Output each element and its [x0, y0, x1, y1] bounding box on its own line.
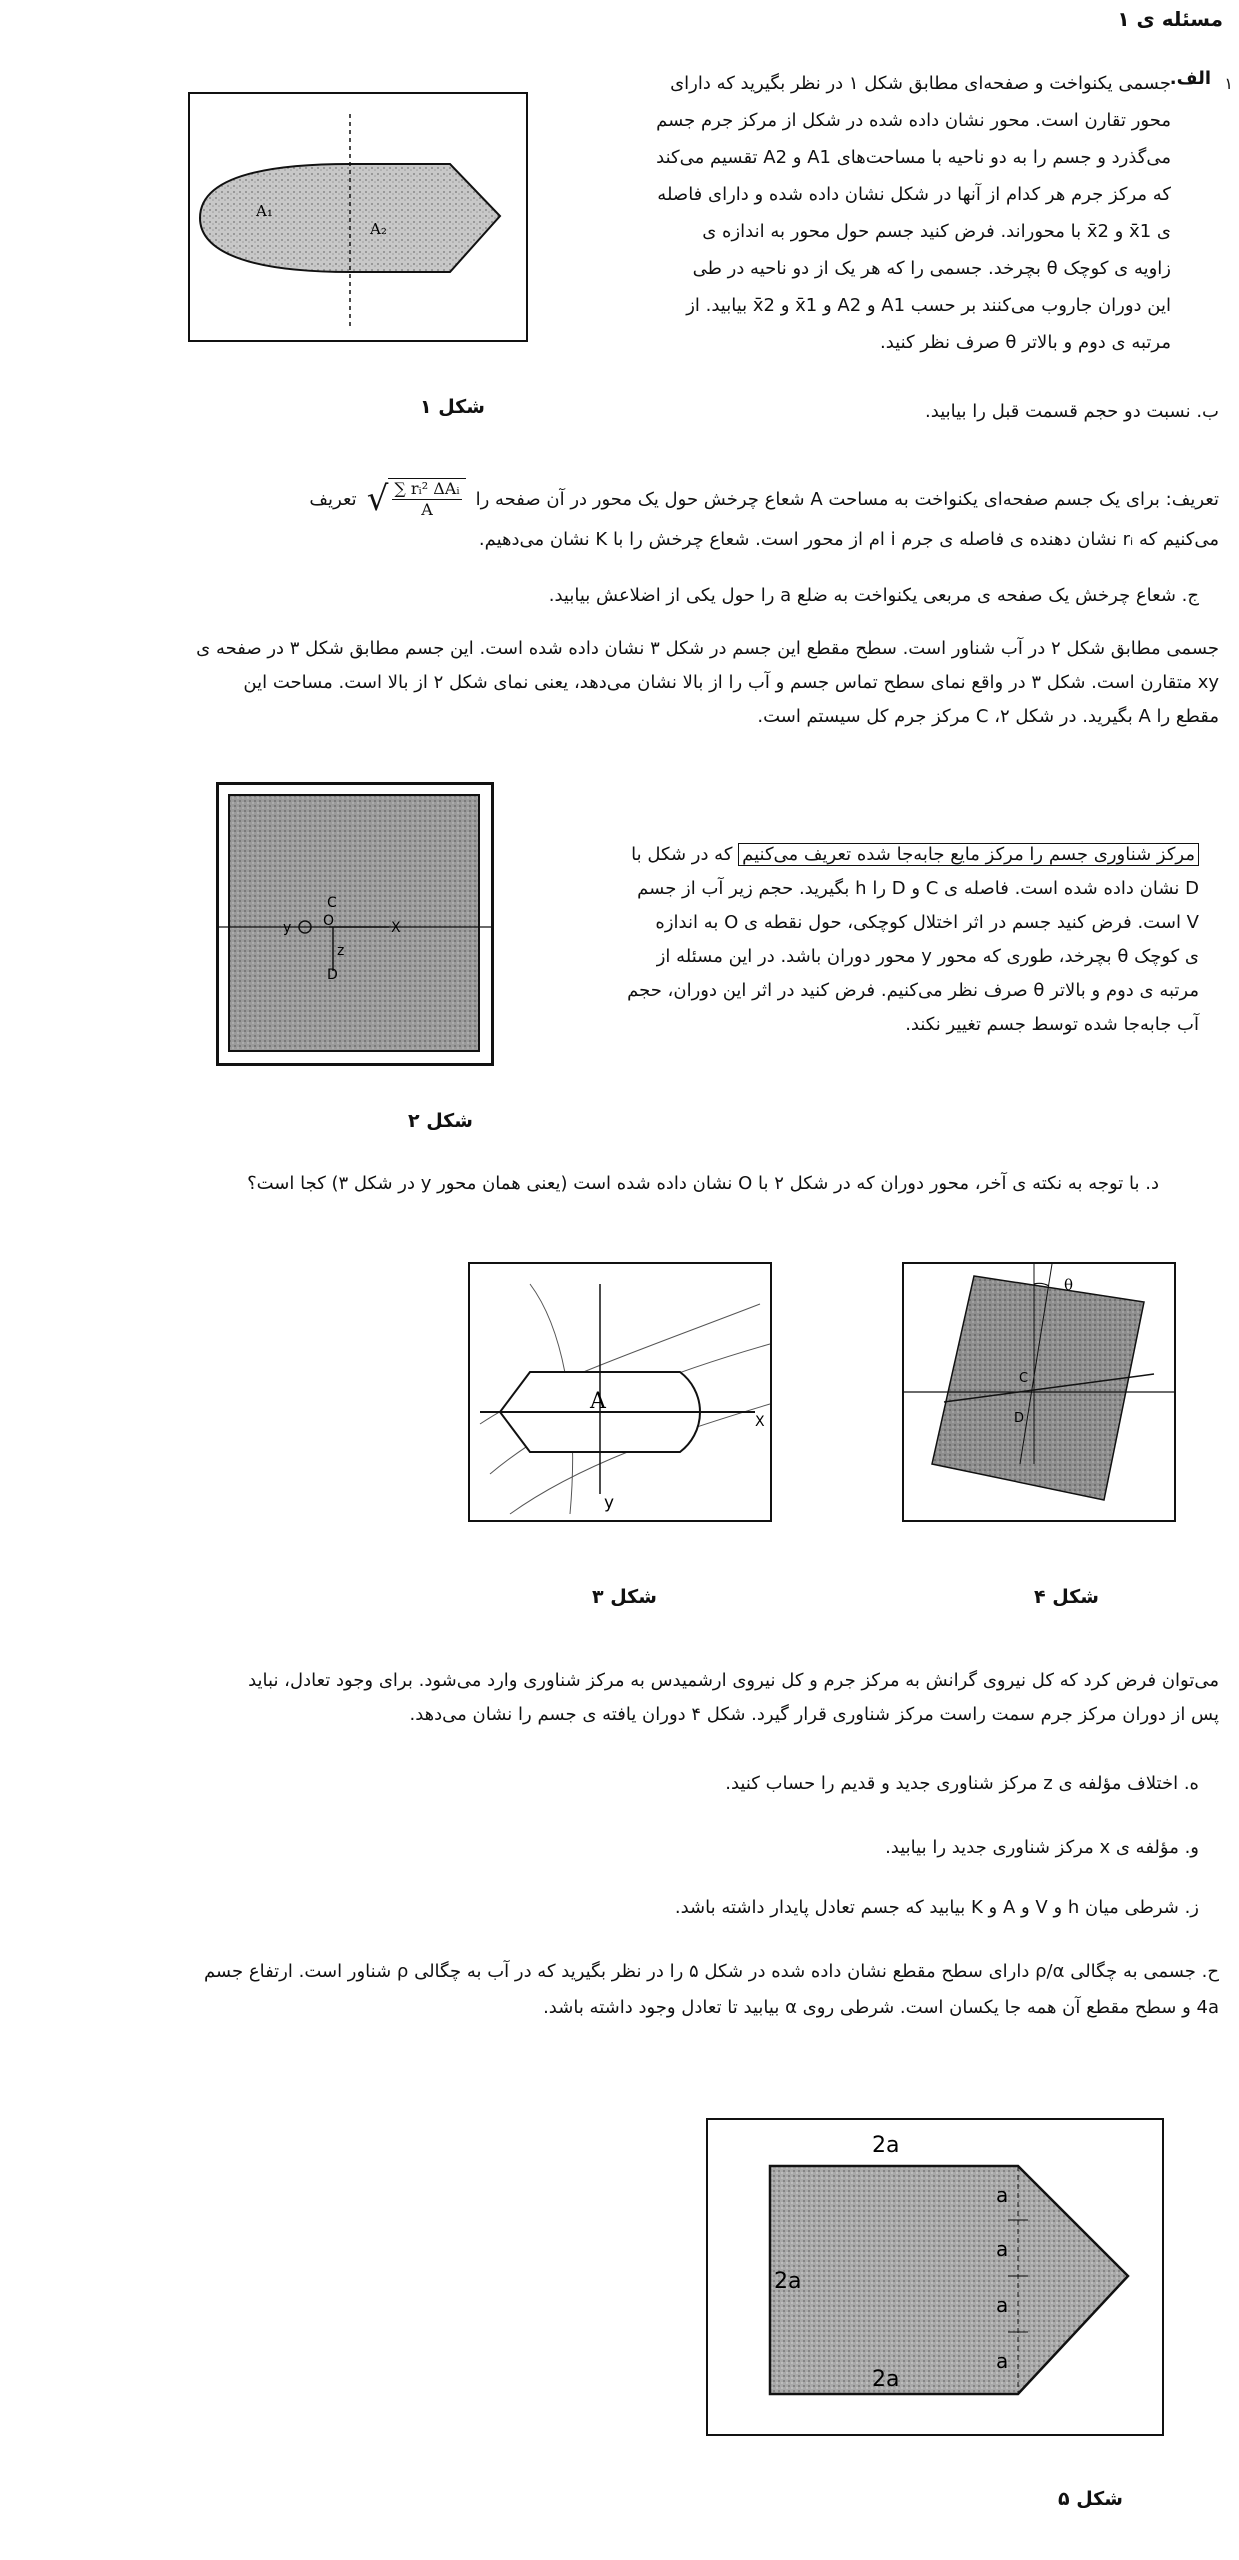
text-line: جسمی یکنواخت و صفحه‌ای مطابق شکل ۱ در نظر بگیرید که دارای	[670, 73, 1171, 94]
text-line: محور تقارن است. محور نشان داده شده در شکل از مرکز جرم جسم	[656, 110, 1171, 131]
part-c: ج. شعاع چرخش یک صفحه ی مربعی یکنواخت به ضلع a را حول یکی از اضلاعش بیابید.	[548, 585, 1199, 606]
figure-3-drawing	[470, 1264, 770, 1520]
label-a: a	[996, 2237, 1009, 2261]
text-line	[549, 838, 1199, 872]
label-d: D	[327, 967, 338, 983]
definition-line-2: می‌کنیم که rᵢ نشان دهنده ی فاصله ی جرم i ام از محور است. شعاع چرخش را با K نشان می‌دهیم.	[478, 529, 1219, 550]
part-f: و. مؤلفه ی x مرکز شناوری جدید را بیابید.	[885, 1837, 1199, 1858]
body-paragraph-1	[69, 632, 1219, 734]
part-a-label: الف.	[1169, 68, 1211, 89]
formula-denominator: A	[421, 500, 433, 519]
definition	[99, 478, 1219, 553]
label-d: D	[1014, 1411, 1025, 1426]
figure-5-drawing	[708, 2120, 1162, 2434]
text-line: ح. جسمی به چگالی ρ/α دارای سطح مقطع نشان داده شده در شکل ۵ را در نظر بگیرید که در آب به چگالی ρ شناور است. ارتفاع جسم	[203, 1961, 1219, 1982]
label-y: y	[283, 920, 292, 936]
label-left-2a: 2a	[774, 2269, 802, 2294]
label-a: a	[996, 2293, 1009, 2317]
label-c: C	[327, 895, 337, 911]
figure-5	[706, 2118, 1164, 2436]
definition-suffix: تعریف	[309, 488, 357, 510]
figure-4	[902, 1262, 1176, 1522]
label-a: A	[590, 1389, 606, 1414]
label-y: y	[604, 1493, 615, 1513]
text-line: آب جابه‌جا شده توسط جسم تغییر نکند.	[905, 1014, 1199, 1035]
text-line: V است. فرض کنید جسم در اثر اختلال کوچکی، حول نقطه ی O به اندازه	[655, 912, 1199, 933]
part-d: د. با توجه به نکته ی آخر، محور دوران که در شکل ۲ با O نشان داده شده است (یعنی همان محور y در شکل ۳) کجا است؟	[247, 1173, 1159, 1194]
floating-body	[229, 795, 479, 1051]
text-line: می‌توان فرض کرد که کل نیروی گرانش به مرکز جرم و کل نیروی ارشمیدس به مرکز شناوری وارد می‌شود. برای وجود تعادل، نباید	[248, 1670, 1219, 1691]
text-line: xy متقارن است. شکل ۳ در واقع نمای سطح تماس جسم و آب را از بالا نشان می‌دهد، یعنی نمای شکل ۲ از بالا است. مساحت این	[243, 672, 1219, 693]
figure-1	[188, 92, 528, 342]
text-line-tail: که در شکل با	[631, 844, 733, 865]
text-line: D نشان داده شده است. فاصله ی C و D را h بگیرید. حجم زیر آب از جسم	[637, 878, 1199, 899]
problem-number: ۱	[1224, 74, 1233, 93]
text-line: پس از دوران مرکز جرم سمت راست مرکز شناوری قرار گیرد. شکل ۴ دوران یافته ی جسم را نشان می‌دهد.	[409, 1704, 1219, 1725]
figure-4-drawing	[904, 1264, 1174, 1520]
boxed-definition: مرکز شناوری جسم را مرکز مایع جابه‌جا شده تعریف می‌کنیم	[738, 843, 1199, 866]
text-line: می‌گذرد و جسم را به دو ناحیه با مساحت‌های A1 و A2 تقسیم می‌کند	[656, 147, 1171, 168]
label-o: O	[323, 913, 335, 929]
label-bottom-2a: 2a	[872, 2367, 900, 2392]
label-top-2a: 2a	[872, 2133, 900, 2158]
label-a: a	[996, 2349, 1009, 2373]
part-g: ز. شرطی میان h و V و A و K بیابید که جسم تعادل پایدار داشته باشد.	[674, 1897, 1199, 1918]
label-c: C	[1019, 1371, 1029, 1386]
text-line: ی کوچک θ بچرخد، طوری که محور y محور دوران باشد. در این مسئله از	[656, 946, 1199, 967]
text-line: مقطع را A بگیرید. در شکل ۲، C مرکز جرم کل سیستم است.	[757, 706, 1219, 727]
text-line: مرتبه ی دوم و بالاتر θ صرف نظر می‌کنیم. فرض کنید در اثر این دوران، حجم	[627, 980, 1199, 1001]
label-x: X	[755, 1414, 765, 1430]
definition-line-1	[99, 478, 1219, 520]
figure-1-drawing	[190, 94, 526, 340]
text-line: جسمی مطابق شکل ۲ در آب شناور است. سطح مقطع این جسم در شکل ۳ نشان داده شده است. این جسم مطابق شکل ۳ در صفحه ی	[196, 638, 1219, 659]
text-line: 4a و سطح مقطع آن همه جا یکسان است. شرطی روی α بیابید تا تعادل وجود داشته باشد.	[543, 1997, 1219, 2018]
part-h	[69, 1954, 1219, 2026]
body-paragraph-2	[69, 1664, 1219, 1732]
label-a1: A₁	[256, 202, 273, 220]
definition-text: تعریف: برای یک جسم صفحه‌ای یکنواخت به مساحت A شعاع چرخش حول یک محور در آن صفحه را	[475, 488, 1219, 510]
figure-5-caption: شکل ۵	[1058, 2488, 1123, 2510]
text-line: که مرکز جرم هر کدام از آنها در شکل نشان داده شده و دارای فاصله	[657, 184, 1171, 205]
cross-section-polygon	[770, 2166, 1128, 2394]
radius-formula: √ ∑ rᵢ² ΔAᵢ A	[367, 478, 466, 520]
figure-4-caption: شکل ۴	[1034, 1586, 1099, 1608]
figure-2-description	[549, 838, 1199, 1042]
figure-2-caption: شکل ۲	[408, 1110, 473, 1132]
rotated-body	[932, 1276, 1144, 1500]
part-e: ه. اختلاف مؤلفه ی z مرکز شناوری جدید و قدیم را حساب کنید.	[725, 1773, 1199, 1794]
page-title: مسئله ی ۱	[1117, 7, 1223, 31]
part-b: ب. نسبت دو حجم قسمت قبل را بیابید.	[925, 401, 1219, 422]
part-a-text	[511, 65, 1171, 361]
figure-2	[216, 782, 494, 1066]
formula-numerator: ∑ rᵢ² ΔAᵢ	[394, 479, 460, 498]
text-line: زاویه ی کوچک θ بچرخد. جسمی را که هر یک از دو ناحیه در طی	[692, 258, 1171, 279]
text-line: ی x̄1 و x̄2 با محوراند. فرض کنید جسم حول محور به اندازه ی	[702, 221, 1171, 242]
text-line: این دوران جاروب می‌کنند بر حسب A1 و A2 و x̄1 و x̄2 بیابید. از	[686, 295, 1171, 316]
text-line: مرتبه ی دوم و بالاتر θ صرف نظر کنید.	[880, 332, 1171, 353]
figure-1-caption: شکل ۱	[420, 396, 485, 418]
label-theta: θ	[1064, 1276, 1074, 1294]
figure-2-drawing	[219, 785, 491, 1063]
figure-3	[468, 1262, 772, 1522]
figure-3-caption: شکل ۳	[592, 1586, 657, 1608]
label-x: X	[391, 920, 401, 936]
label-z: z	[337, 943, 345, 959]
label-a2: A₂	[370, 220, 387, 238]
label-a: a	[996, 2183, 1009, 2207]
